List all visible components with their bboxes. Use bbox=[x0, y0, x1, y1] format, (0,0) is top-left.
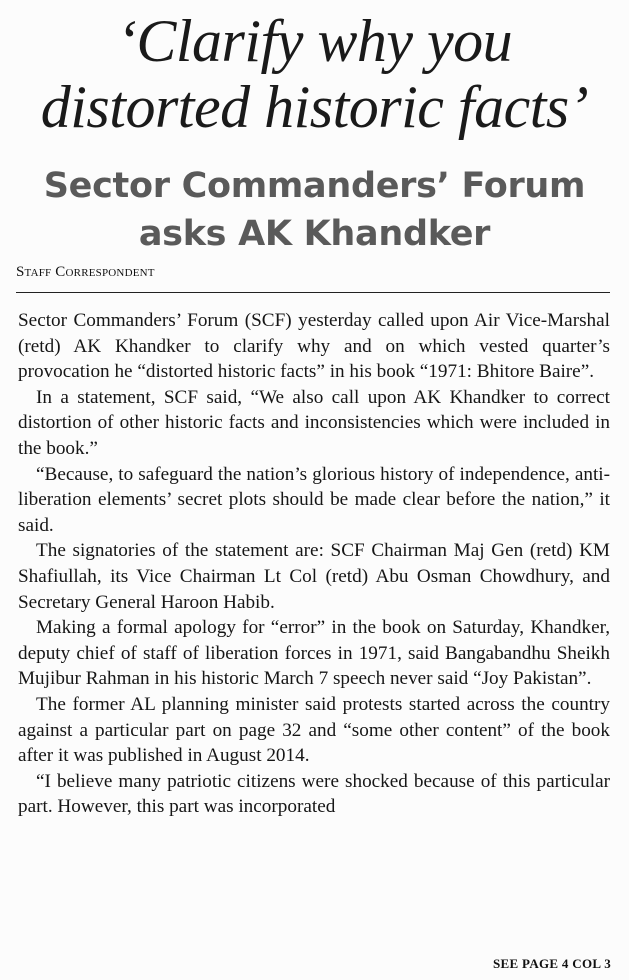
paragraph-6: The former AL planning minister said protests started across the country against a particular part on page 32 and “some other content” of the book after it was published in August 2014. bbox=[18, 693, 610, 767]
continued-on-page-note: SEE PAGE 4 COL 3 bbox=[493, 956, 611, 971]
paragraph-1: Sector Commanders’ Forum (SCF) yesterday called upon Air Vice-Marshal (retd) AK Khandker to clarify why and on which vested quarter’s provocation he “distorted historic facts” in his book “1971: Bhitore Baire”. bbox=[18, 310, 610, 383]
article-body bbox=[18, 308, 610, 820]
subheadline-line-2: asks AK Khandker bbox=[138, 214, 491, 254]
byline: Staff Correspondent bbox=[16, 264, 155, 280]
subheadline-line-1: Sector Commanders’ Forum bbox=[43, 166, 586, 206]
headline-line-2: distorted historic facts’ bbox=[40, 74, 589, 140]
paragraph-4: The signatories of the statement are: SCF Chairman Maj Gen (retd) KM Shafiullah, its Vice Chairman Lt Col (retd) Abu Osman Chowdhury, and Secretary General Haroon Habib. bbox=[18, 540, 610, 613]
byline-divider bbox=[16, 292, 610, 293]
paragraph-5: Making a formal apology for “error” in the book on Saturday, Khandker, deputy chief of staff of liberation forces in 1971, said Bangabandhu Sheikh Mujibur Rahman in his historic March 7 speech never said “Joy Pakistan”. bbox=[18, 617, 610, 690]
paragraph-7: “I believe many patriotic citizens were shocked because of this particular part. However, this part was incorporated bbox=[18, 770, 610, 818]
headline bbox=[0, 8, 629, 140]
paragraph-2: In a statement, SCF said, “We also call upon AK Khandker to correct distortion of other historic facts and inconsistencies which were included in the book.” bbox=[18, 386, 610, 459]
paragraph-3: “Because, to safeguard the nation’s glorious history of independence, anti-liberation elements’ secret plots should be made clear before the nation,” it said. bbox=[18, 463, 610, 536]
subheadline bbox=[0, 162, 629, 258]
headline-line-1: ‘Clarify why you bbox=[116, 8, 513, 74]
